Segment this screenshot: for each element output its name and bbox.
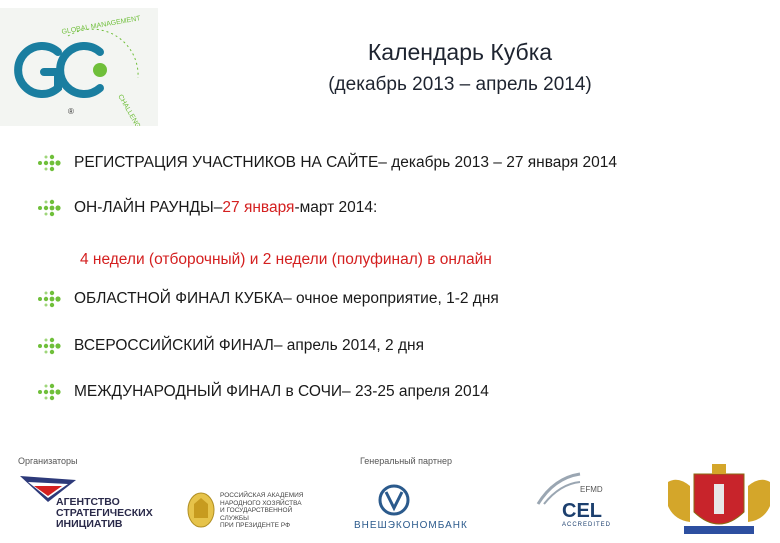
efmd-label: EFMD (580, 485, 603, 494)
cel-logo-text: CEL (562, 500, 602, 522)
partner-label: Генеральный партнер (360, 456, 452, 466)
list-item-international-final (36, 381, 489, 403)
item-caps: МЕЖДУНАРОДНЫЙ ФИНАЛ в СОЧИ (74, 383, 343, 400)
ranepa-emblem-icon (186, 490, 216, 530)
svg-text:GLOBAL MANAGEMENT: GLOBAL MANAGEMENT (61, 15, 142, 36)
ranepa-line1: РОССИЙСКАЯ АКАДЕМИЯ (220, 492, 304, 499)
dots-arrow-icon (36, 152, 64, 174)
online-rounds-detail: 4 недели (отборочный) и 2 недели (полуфинал) в онлайн (80, 251, 492, 268)
item-caps: ОН-ЛАЙН РАУНДЫ (74, 199, 214, 216)
item-caps: ВСЕРОССИЙСКИЙ ФИНАЛ (74, 337, 274, 354)
dots-arrow-icon (36, 197, 64, 219)
page-title (300, 36, 620, 100)
list-item-online-rounds (36, 197, 377, 219)
list-item-national-final (36, 335, 424, 357)
svg-text:®: ® (68, 107, 74, 116)
item-caps: РЕГИСТРАЦИЯ УЧАСТНИКОВ НА САЙТЕ (74, 154, 379, 171)
veb-logo-text: ВНЕШЭКОНОМБАНК (354, 520, 468, 531)
dots-arrow-icon (36, 288, 64, 310)
ranepa-line2: НАРОДНОГО ХОЗЯЙСТВА (220, 499, 302, 507)
item-rest: – апрель 2014, 2 дня (273, 337, 424, 354)
svg-text:CHALLENGE: CHALLENGE (116, 93, 144, 126)
title-line2: (декабрь 2013 – апрель 2014) (328, 74, 592, 95)
item-rest: – очное мероприятие, 1-2 дня (283, 290, 499, 307)
gmc-logo-graphic (0, 8, 158, 126)
veb-logo (364, 482, 424, 523)
title-line1: Календарь Кубка (367, 39, 553, 65)
item-mid: – (213, 199, 223, 216)
asi-line1: АГЕНТСТВО (56, 496, 120, 508)
ranepa-line3: И ГОСУДАРСТВЕННОЙ СЛУЖБЫ (220, 507, 293, 522)
asi-line2: СТРАТЕГИЧЕСКИХ (56, 507, 153, 519)
cel-accredited-text: ACCREDITED (562, 522, 612, 528)
coat-of-arms (664, 462, 774, 543)
ranepa-logo (186, 490, 216, 535)
dots-arrow-icon (36, 335, 64, 357)
item-rest: -март 2014: (294, 199, 378, 216)
list-item-regional-final (36, 288, 499, 310)
list-item-registration (36, 152, 617, 174)
item-caps: ОБЛАСТНОЙ ФИНАЛ КУБКА (74, 290, 284, 307)
veb-emblem-icon (364, 482, 424, 518)
ranepa-line4: ПРИ ПРЕЗИДЕНТЕ РФ (220, 522, 291, 529)
gmc-logo (0, 8, 158, 126)
asi-line3: ИНИЦИАТИВ (56, 518, 123, 530)
item-red-date: 27 января (222, 199, 295, 216)
ranepa-logo-text (220, 492, 320, 530)
item-rest: – декабрь 2013 – 27 января 2014 (378, 154, 618, 171)
organizers-label: Организаторы (18, 456, 78, 466)
ivanovo-coat-of-arms-icon (664, 462, 774, 538)
asi-logo-text (56, 497, 153, 530)
item-rest: – 23-25 апреля 2014 (342, 383, 489, 400)
dots-arrow-icon (36, 381, 64, 403)
